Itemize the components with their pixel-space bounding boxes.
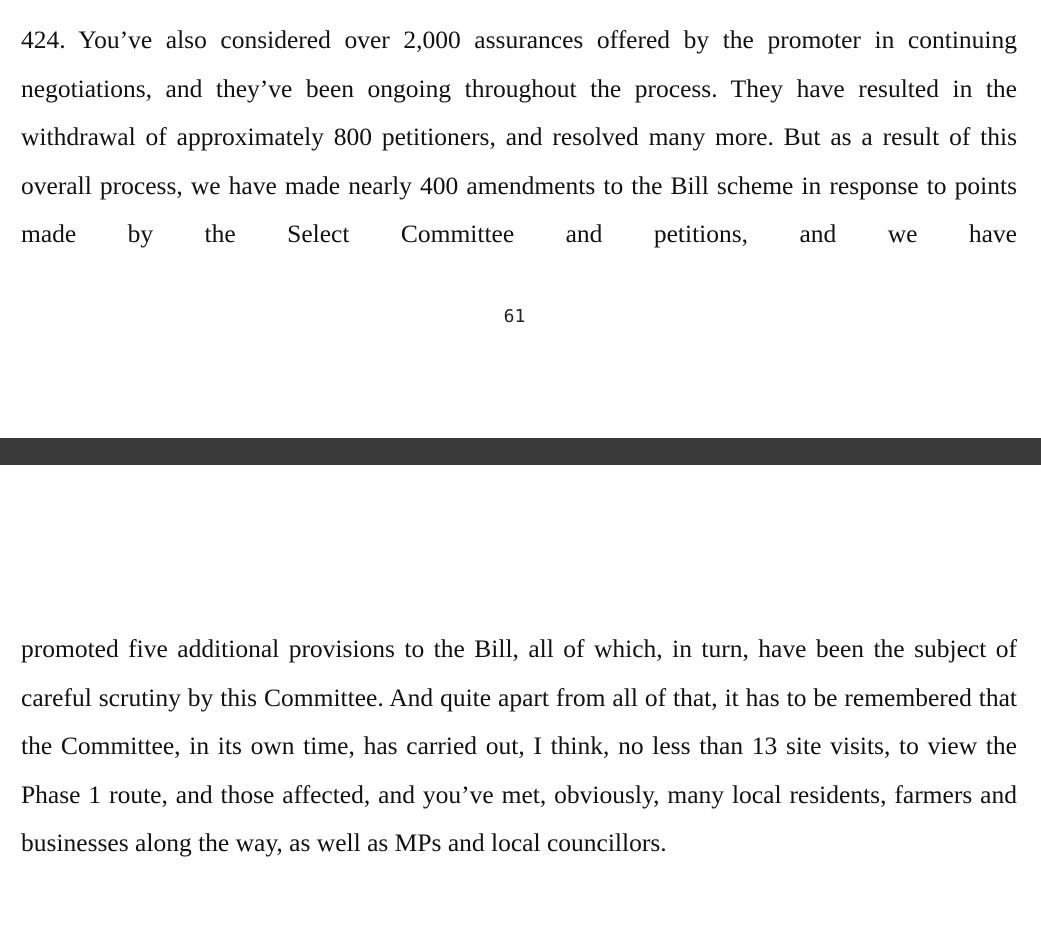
document-page-bottom <box>0 465 1041 926</box>
document-page-top <box>0 0 1041 438</box>
paragraph-continuation: promoted five additional provisions to the Bill, all of which, in turn, have been the subject of careful scrutiny by this Committee. And quite apart from all of that, it has to be remembered that the Committee, in its own time, has carried out, I think, no less than 13 site visits, to view the Phase 1 route, and those affected, and you’ve met, obviously, many local residents, farmers and businesses along the way, as well as MPs and local councillors. <box>21 634 1017 857</box>
paragraph-424: 424. You’ve also considered over 2,000 assurances offered by the promoter in continuing negotiations, and they’ve been ongoing throughout the process. They have resulted in the withdrawal of approximately 800 petitioners, and resolved many more. But as a result of this overall process, we have made nearly 400 amendments to the Bill scheme in response to points made by the Select Committee and petitions, and we have <box>21 25 1017 248</box>
page-break-divider <box>0 438 1041 465</box>
page-number: 61 <box>503 306 526 327</box>
